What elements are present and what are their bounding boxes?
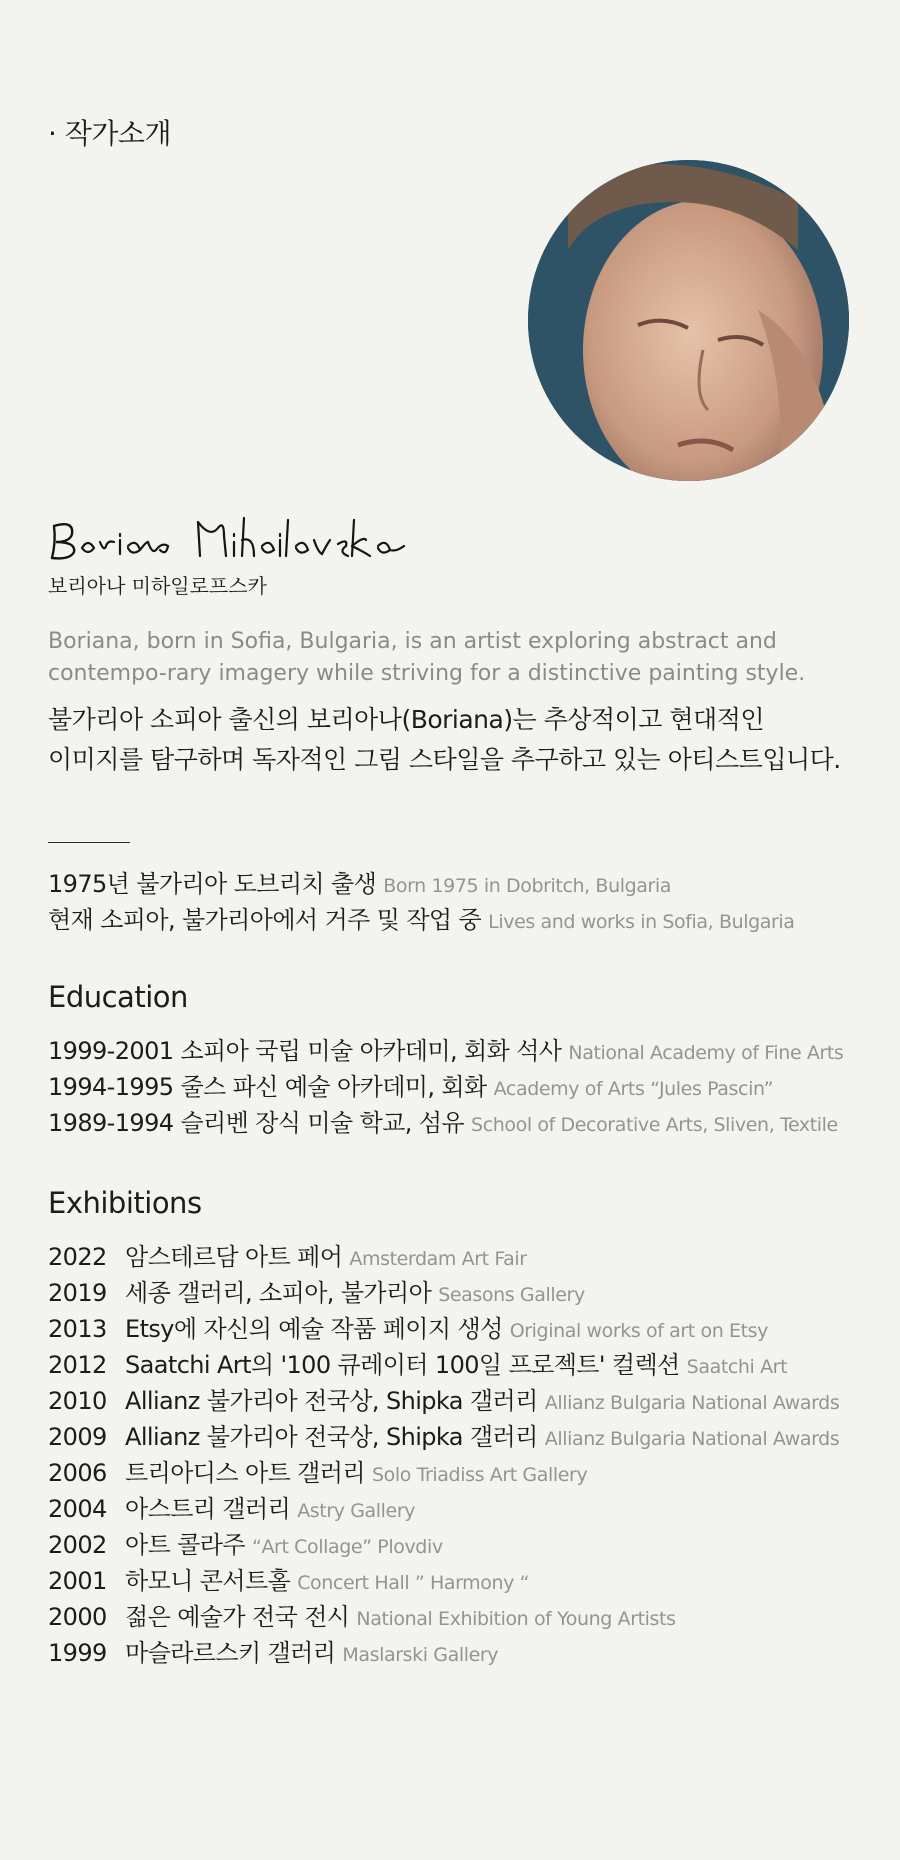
education-item	[48, 1031, 843, 1066]
exhibition-ko: Saatchi Art의 '100 큐레이터 100일 프로젝트' 컬렉션	[125, 1351, 680, 1379]
exhibition-en: Solo Triadiss Art Gallery	[371, 1464, 588, 1486]
exhibition-en: Amsterdam Art Fair	[349, 1248, 527, 1270]
fact-birth	[48, 864, 671, 899]
exhibition-ko: 세종 갤러리, 소피아, 불가리아	[125, 1279, 432, 1307]
exhibition-year: 2022	[48, 1243, 107, 1271]
exhibition-en: Allianz Bulgaria National Awards	[544, 1428, 840, 1450]
exhibition-item	[48, 1633, 498, 1668]
fact-en: Born 1975 in Dobritch, Bulgaria	[383, 875, 672, 897]
artist-signature	[48, 512, 428, 564]
exhibition-en: Concert Hall ” Harmony “	[297, 1572, 530, 1594]
education-en: School of Decorative Arts, Sliven, Textile	[471, 1114, 838, 1136]
education-ko: 1994-1995 줄스 파신 예술 아카데미, 회화	[48, 1073, 487, 1101]
exhibition-item	[48, 1381, 839, 1416]
exhibition-year: 2009	[48, 1423, 107, 1451]
exhibition-en: Seasons Gallery	[438, 1284, 585, 1306]
education-ko: 1999-2001 소피아 국립 미술 아카데미, 회화 석사	[48, 1037, 562, 1065]
exhibition-ko: 아스트리 갤러리	[125, 1495, 291, 1523]
exhibition-year: 1999	[48, 1639, 107, 1667]
exhibition-item	[48, 1525, 443, 1560]
bio-korean	[48, 700, 878, 780]
exhibition-year: 2019	[48, 1279, 107, 1307]
exhibition-ko: Allianz 불가리아 전국상, Shipka 갤러리	[125, 1387, 538, 1415]
exhibition-en: National Exhibition of Young Artists	[356, 1608, 676, 1630]
exhibition-en: Allianz Bulgaria National Awards	[544, 1392, 840, 1414]
exhibition-item	[48, 1561, 529, 1596]
exhibition-ko: Allianz 불가리아 전국상, Shipka 갤러리	[125, 1423, 538, 1451]
exhibition-ko: 하모니 콘서트홀	[125, 1567, 291, 1595]
exhibition-item	[48, 1453, 587, 1488]
exhibition-en: Original works of art on Etsy	[509, 1320, 768, 1342]
exhibition-year: 2001	[48, 1567, 107, 1595]
exhibition-item	[48, 1273, 585, 1308]
exhibition-item	[48, 1597, 676, 1632]
exhibition-ko: 마슬라르스키 갤러리	[125, 1639, 336, 1667]
education-item	[48, 1103, 838, 1138]
exhibition-ko: 트리아디스 아트 갤러리	[125, 1459, 365, 1487]
exhibition-year: 2006	[48, 1459, 107, 1487]
bio-korean-line-2: 이미지를 탐구하며 독자적인 그림 스타일을 추구하고 있는 아티스트입니다.	[48, 745, 841, 774]
exhibition-year: 2013	[48, 1315, 107, 1343]
divider	[48, 842, 130, 843]
exhibition-year: 2000	[48, 1603, 107, 1631]
exhibition-item	[48, 1489, 415, 1524]
education-en: National Academy of Fine Arts	[568, 1042, 844, 1064]
bio-korean-line-1: 불가리아 소피아 출신의 보리아나(Boriana)는 추상적이고 현대적인	[48, 705, 764, 734]
exhibition-ko: Etsy에 자신의 예술 작품 페이지 생성	[125, 1315, 503, 1343]
exhibition-item	[48, 1417, 839, 1452]
exhibition-en: “Art Collage” Plovdiv	[252, 1536, 443, 1558]
education-heading: Education	[48, 980, 188, 1014]
portrait-image	[528, 160, 849, 481]
education-item	[48, 1067, 773, 1102]
artist-portrait	[528, 160, 849, 481]
exhibition-en: Saatchi Art	[686, 1356, 788, 1378]
exhibition-ko: 아트 콜라주	[125, 1531, 245, 1559]
fact-ko: 1975년 불가리아 도브리치 출생	[48, 870, 377, 898]
fact-residence	[48, 900, 795, 935]
bio-english: Boriana, born in Sofia, Bulgaria, is an artist exploring abstract and contempo-rary imagery while striving for a distinctive painting style.	[48, 629, 806, 686]
exhibition-year: 2004	[48, 1495, 107, 1523]
section-title: · 작가소개	[48, 117, 171, 150]
artist-name-korean: 보리아나 미하일로프스카	[48, 574, 267, 598]
exhibition-year: 2010	[48, 1387, 107, 1415]
exhibitions-heading: Exhibitions	[48, 1186, 202, 1220]
exhibition-ko: 젊은 예술가 전국 전시	[125, 1603, 350, 1631]
fact-en: Lives and works in Sofia, Bulgaria	[488, 911, 795, 933]
fact-ko: 현재 소피아, 불가리아에서 거주 및 작업 중	[48, 906, 482, 934]
exhibition-year: 2012	[48, 1351, 107, 1379]
exhibition-item	[48, 1309, 768, 1344]
exhibition-en: Astry Gallery	[297, 1500, 416, 1522]
education-ko: 1989-1994 슬리벤 장식 미술 학교, 섬유	[48, 1109, 465, 1137]
education-en: Academy of Arts “Jules Pascin”	[493, 1078, 774, 1100]
exhibition-item	[48, 1345, 787, 1380]
exhibition-ko: 암스테르담 아트 페어	[125, 1243, 343, 1271]
exhibition-year: 2002	[48, 1531, 107, 1559]
exhibition-en: Maslarski Gallery	[342, 1644, 499, 1666]
exhibition-item	[48, 1237, 527, 1272]
